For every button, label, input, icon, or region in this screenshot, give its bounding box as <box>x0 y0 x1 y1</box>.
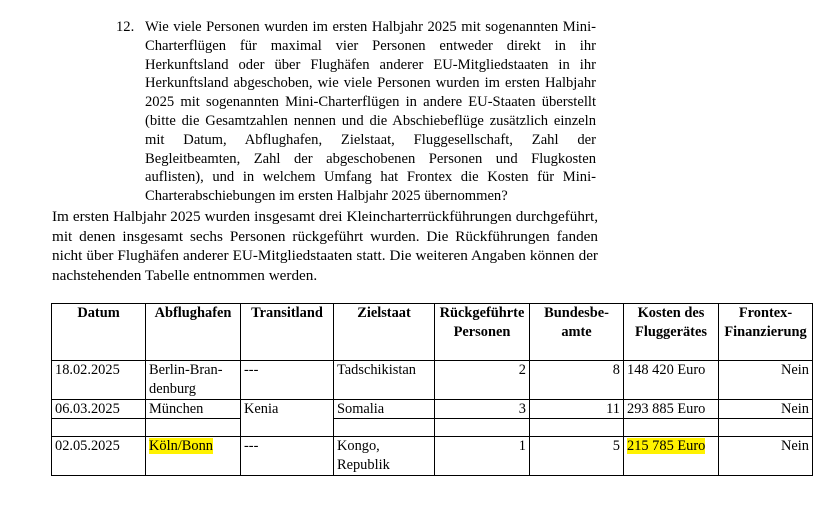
cell-frontex-funding: Nein <box>719 361 813 400</box>
empty-cell <box>624 419 719 437</box>
returns-table <box>51 303 813 476</box>
cell-federal-officers: 11 <box>530 399 624 419</box>
cell-returned-persons: 3 <box>435 399 530 419</box>
table-header-row <box>52 304 813 361</box>
header-returned-persons: Rückgeführte Personen <box>435 304 530 361</box>
cell-destination-country: Tadschikistan <box>334 361 435 400</box>
cell-departure-airport: München <box>146 399 241 419</box>
cell-federal-officers: 5 <box>530 437 624 476</box>
cell-returned-persons: 1 <box>435 437 530 476</box>
header-destination-country: Zielstaat <box>334 304 435 361</box>
header-federal-officers: Bundesbeamte <box>530 304 624 361</box>
cell-frontex-funding: Nein <box>719 437 813 476</box>
cell-date: 06.03.2025 <box>52 399 146 419</box>
header-aircraft-costs: Kosten des Fluggerätes <box>624 304 719 361</box>
answer-block <box>52 207 598 285</box>
question-number: 12. <box>116 19 135 35</box>
header-date: Datum <box>52 304 146 361</box>
header-transit-country: Transitland <box>241 304 334 361</box>
empty-cell <box>334 419 435 437</box>
empty-cell <box>146 419 241 437</box>
empty-cell <box>530 419 624 437</box>
header-frontex-funding: Frontex-Finanzierung <box>719 304 813 361</box>
cell-destination-country: Somalia <box>334 399 435 419</box>
cell-date: 18.02.2025 <box>52 361 146 400</box>
cell-transit-country: Kenia <box>241 399 334 437</box>
table-row <box>52 361 813 400</box>
question-block <box>116 18 596 206</box>
cell-aircraft-costs <box>624 437 719 476</box>
cell-transit-country: --- <box>241 361 334 400</box>
highlighted-costs: 215 785 Euro <box>627 438 706 455</box>
table-row <box>52 399 813 419</box>
table-row-empty <box>52 419 813 437</box>
empty-cell <box>52 419 146 437</box>
cell-departure-airport: Berlin-Brandenburg <box>146 361 241 400</box>
table-row <box>52 437 813 476</box>
cell-aircraft-costs: 293 885 Euro <box>624 399 719 419</box>
header-departure-airport: Abflughafen <box>146 304 241 361</box>
answer-paragraph: Im ersten Halbjahr 2025 wurden insgesamt drei Kleincharterrückführungen durchgeführt, mit denen insgesamt sechs Personen rückgeführt wurden. Die Rückführungen fanden nicht über Flughäfen anderer EU-Mitgliedstaaten statt. Die weiteren Angaben können der nachstehenden Tabelle entnommen werden. <box>52 208 598 284</box>
cell-federal-officers: 8 <box>530 361 624 400</box>
question-text: Wie viele Personen wurden im ersten Halbjahr 2025 mit sogenannten Mini-Charterflügen für maximal vier Personen entweder direkt in ihr Herkunftsland oder über Flughäfen anderer EU-Mitgliedstaaten in ihr Herkunftsland abgeschoben, wie viele Personen wurden im ersten Halbjahr 2025 mit sogenannten Mini-Charterflügen in andere EU-Staaten überstellt (bitte die Gesamtzahlen nennen und die Abschiebeflüge zusätzlich einzeln mit Datum, Abflughafen, Zielstaat, Fluggesellschaft, Zahl der Begleitbeamten, Zahl der abgeschobenen Personen und Flugkosten auflisten), und in welchem Umfang hat Frontex die Kosten für Mini-Charterabschiebungen im ersten Halbjahr 2025 übernommen? <box>145 19 596 205</box>
empty-cell <box>719 419 813 437</box>
cell-frontex-funding: Nein <box>719 399 813 419</box>
empty-cell <box>435 419 530 437</box>
cell-aircraft-costs: 148 420 Euro <box>624 361 719 400</box>
highlighted-airport: Köln/Bonn <box>149 438 213 455</box>
cell-destination-country: Kongo, Republik <box>334 437 435 476</box>
cell-transit-country: --- <box>241 437 334 476</box>
cell-returned-persons: 2 <box>435 361 530 400</box>
cell-date: 02.05.2025 <box>52 437 146 476</box>
cell-departure-airport <box>146 437 241 476</box>
